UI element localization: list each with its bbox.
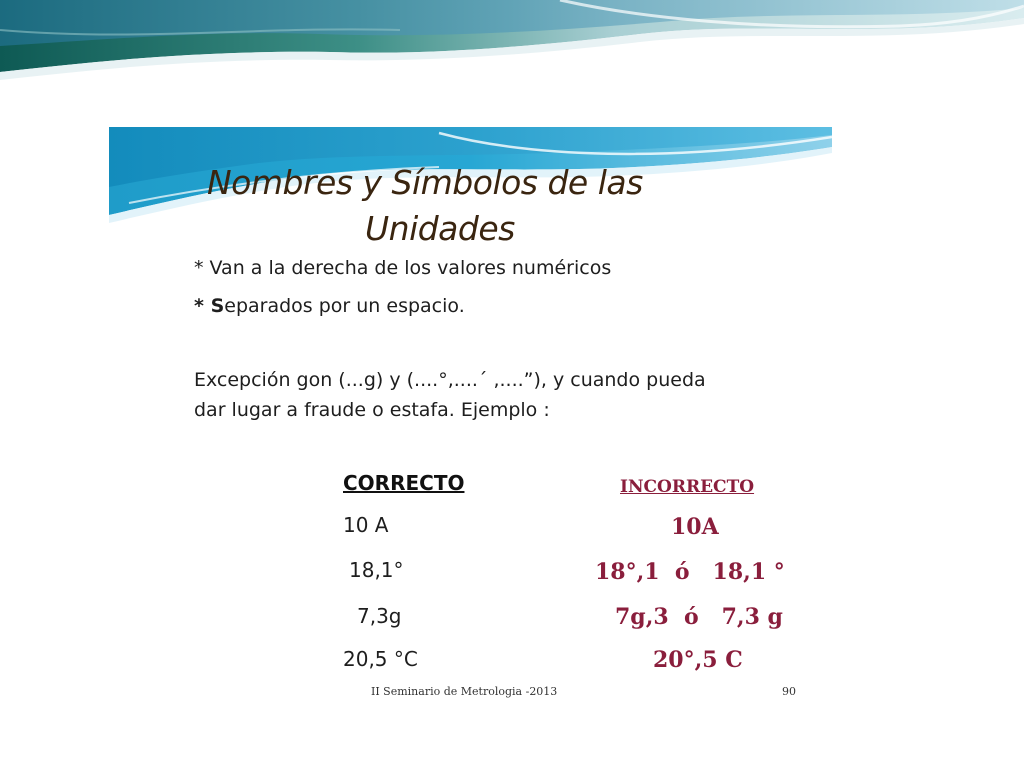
header-wave-decoration bbox=[0, 0, 1024, 90]
bullet-separated-by-space bbox=[194, 291, 814, 321]
incorrect-example-1: 10A bbox=[671, 514, 719, 540]
bullet-right-of-values: * Van a la derecha de los valores numéricos bbox=[194, 257, 612, 279]
bullet-star: * bbox=[194, 295, 211, 317]
bullet-rest-text: eparados por un espacio. bbox=[224, 295, 465, 317]
header-correct: CORRECTO bbox=[343, 471, 465, 495]
footer-seminar-title: II Seminario de Metrologia -2013 bbox=[371, 685, 558, 698]
correct-example-2: 18,1° bbox=[349, 558, 404, 582]
correct-example-1: 10 A bbox=[343, 513, 389, 537]
slide-panel bbox=[109, 127, 832, 714]
incorrect-example-2: 18°,1 ó 18,1 ° bbox=[595, 559, 785, 585]
slide-title-line-1: Nombres y Símbolos de las bbox=[207, 163, 643, 202]
incorrect-example-4: 20°,5 C bbox=[653, 647, 743, 673]
footer-page-number: 90 bbox=[782, 685, 796, 698]
exception-line-2: dar lugar a fraude o estafa. Ejemplo : bbox=[194, 399, 550, 421]
slide-title-line-2: Unidades bbox=[365, 209, 515, 248]
incorrect-example-3: 7g,3 ó 7,3 g bbox=[615, 604, 783, 630]
header-incorrect: INCORRECTO bbox=[620, 477, 755, 497]
correct-example-3: 7,3g bbox=[357, 604, 402, 628]
correct-example-4: 20,5 °C bbox=[343, 647, 418, 671]
bullet-lead-letter: S bbox=[210, 295, 225, 317]
exception-paragraph bbox=[194, 365, 814, 425]
exception-line-1: Excepción gon (...g) y (....°,....´ ,....”), y cuando pueda bbox=[194, 369, 706, 391]
